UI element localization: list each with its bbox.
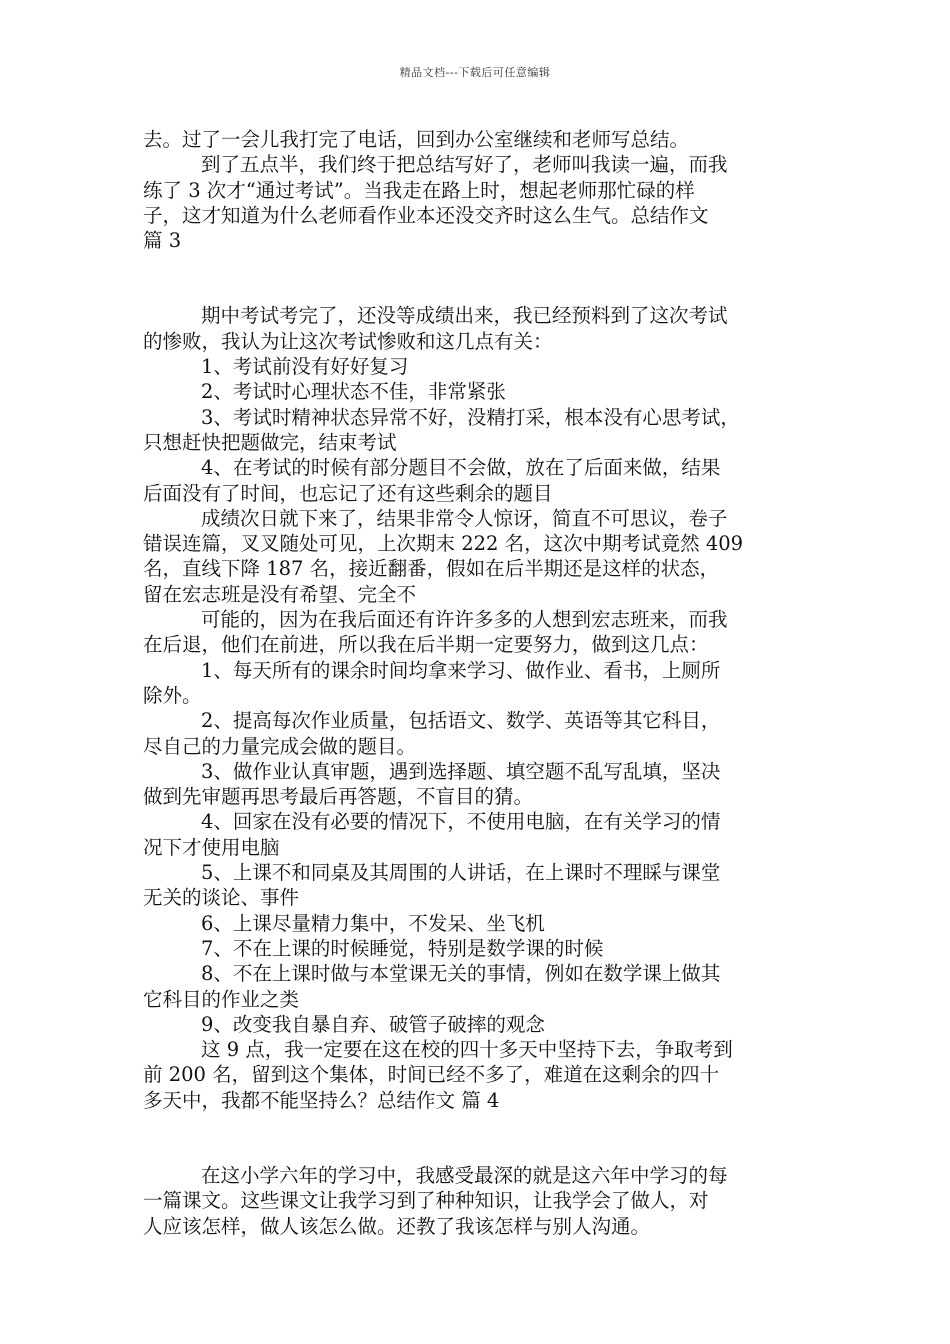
list-item: 1、考试前没有好好复习 xyxy=(201,355,409,379)
text-line: 无关的谈论、事件 xyxy=(143,886,300,910)
list-item: 7、不在上课的时候睡觉，特别是数学课的时候 xyxy=(201,936,604,960)
text-line: 的惨败，我认为让这次考试惨败和这几点有关： xyxy=(143,329,553,353)
list-item: 4、在考试的时候有部分题目不会做，放在了后面来做，结果 xyxy=(201,456,721,480)
list-item: 2、考试时心理状态不佳，非常紧张 xyxy=(201,380,506,404)
text-line: 这 9 点，我一定要在这在校的四十多天中坚持下去，争取考到 xyxy=(201,1038,733,1062)
text-line: 错误连篇，叉叉随处可见，上次期末 222 名，这次中期考试竟然 409 xyxy=(143,532,744,556)
text-line: 可能的，因为在我后面还有许许多多的人想到宏志班来，而我 xyxy=(201,608,728,632)
list-item: 8、不在上课时做与本堂课无关的事情，例如在数学课上做其 xyxy=(201,962,721,986)
paragraph-spacer xyxy=(143,1113,813,1163)
list-item: 6、上课尽量精力集中，不发呆、坐飞机 xyxy=(201,911,545,935)
document-body xyxy=(143,127,813,1239)
text-line: 成绩次日就下来了，结果非常令人惊讶，简直不可思议，卷子 xyxy=(201,506,728,530)
text-line: 期中考试考完了，还没等成绩出来，我已经预料到了这次考试 xyxy=(201,304,728,328)
text-line: 后面没有了时间，也忘记了还有这些剩余的题目 xyxy=(143,481,553,505)
text-line: 练了 3 次才“通过考试”。当我走在路上时，想起老师那忙碌的样 xyxy=(143,178,695,202)
list-item: 1、每天所有的课余时间均拿来学习、做作业、看书，上厕所 xyxy=(201,658,721,682)
text-line: 留在宏志班是没有希望、完全不 xyxy=(143,582,417,606)
text-line: 做到先审题再思考最后再答题，不盲目的猜。 xyxy=(143,785,534,809)
list-item: 4、回家在没有必要的情况下，不使用电脑，在有关学习的情 xyxy=(201,810,721,834)
text-line: 人应该怎样，做人该怎么做。还教了我该怎样与别人沟通。 xyxy=(143,1214,651,1238)
text-line: 它科目的作业之类 xyxy=(143,987,300,1011)
paragraph-spacer xyxy=(143,253,813,303)
text-line: 去。过了一会儿我打完了电话，回到办公室继续和老师写总结。 xyxy=(143,128,690,151)
text-line: 到了五点半，我们终于把总结写好了，老师叫我读一遍，而我 xyxy=(201,153,728,177)
text-line: 篇 3 xyxy=(143,229,182,253)
text-line: 况下才使用电脑 xyxy=(143,835,280,859)
list-item: 3、考试时精神状态异常不好，没精打采，根本没有心思考试， xyxy=(201,405,740,429)
text-line: 在后退，他们在前进，所以我在后半期一定要努力，做到这几点： xyxy=(143,633,709,657)
text-line: 一篇课文。这些课文让我学习到了种种知识，让我学会了做人，对 xyxy=(143,1189,709,1213)
list-item: 2、提高每次作业质量，包括语文、数学、英语等其它科目， xyxy=(201,709,721,733)
text-line: 子，这才知道为什么老师看作业本还没交齐时这么生气。总结作文 xyxy=(143,203,709,227)
text-line: 在这小学六年的学习中，我感受最深的就是这六年中学习的每 xyxy=(201,1163,728,1187)
page-header: 精品文档---下载后可任意编辑 xyxy=(399,66,551,79)
text-line: 名，直线下降 187 名，接近翻番，假如在后半期还是这样的状态， xyxy=(143,557,720,581)
text-line: 多天中，我都不能坚持么？总结作文 篇 4 xyxy=(143,1088,500,1112)
text-line: 前 200 名，留到这个集体，时间已经不多了，难道在这剩余的四十 xyxy=(143,1063,720,1087)
list-item: 3、做作业认真审题，遇到选择题、填空题不乱写乱填，坚决 xyxy=(201,759,721,783)
list-item: 5、上课不和同桌及其周围的人讲话，在上课时不理睬与课堂 xyxy=(201,861,721,885)
text-line: 除外。 xyxy=(143,683,202,707)
list-item: 9、改变我自暴自弃、破管子破摔的观念 xyxy=(201,1012,545,1036)
text-line: 只想赶快把题做完，结束考试 xyxy=(143,430,397,454)
text-line: 尽自己的力量完成会做的题目。 xyxy=(143,734,417,758)
